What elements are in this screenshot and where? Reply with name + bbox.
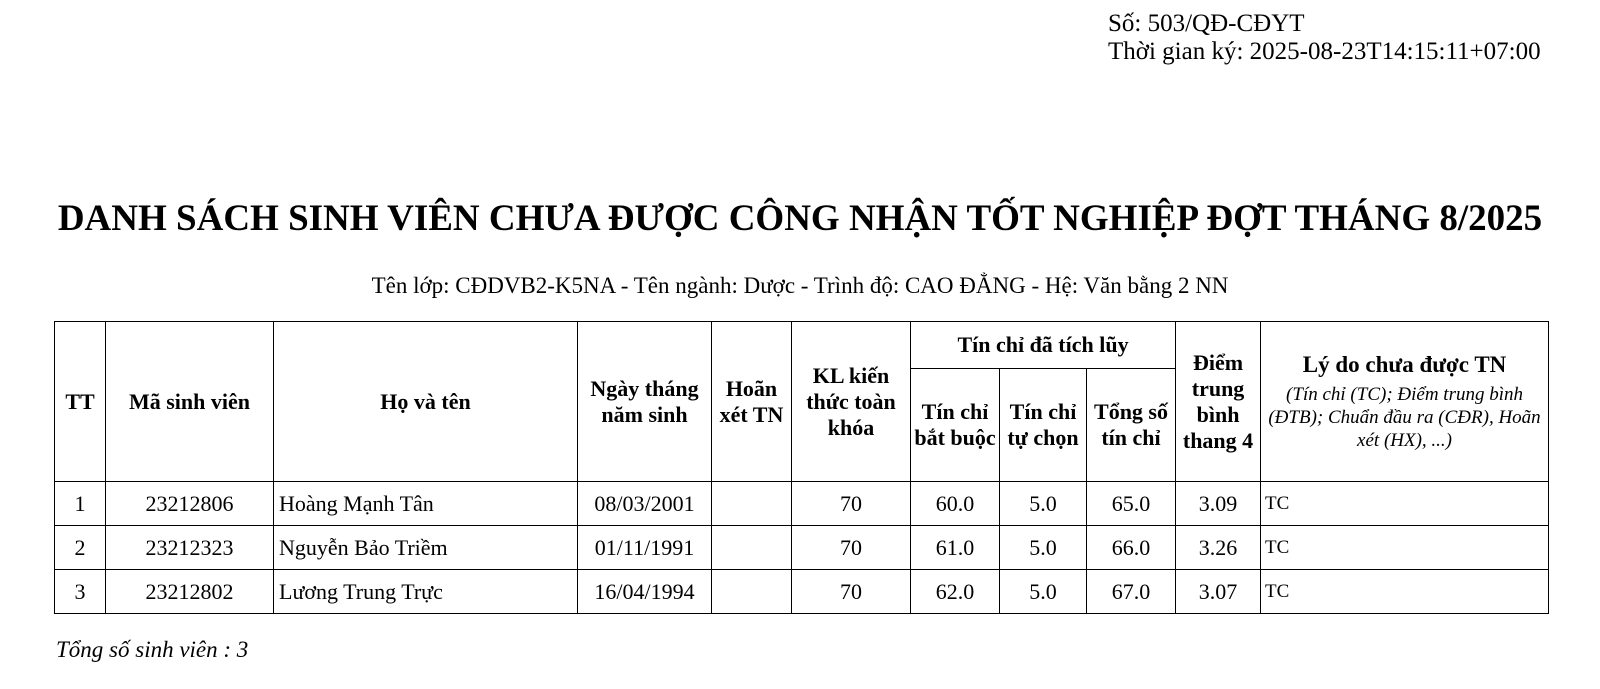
cell-gpa: 3.26 (1176, 526, 1261, 570)
cell-credits-elective: 5.0 (1000, 482, 1087, 526)
cell-dob: 01/11/1991 (578, 526, 712, 570)
student-count: Tổng số sinh viên : 3 (56, 637, 249, 662)
header-credits-elective: Tín chỉ tự chọn (1000, 369, 1087, 482)
digital-signature-block (1108, 10, 1541, 66)
cell-student-id: 23212802 (106, 570, 274, 614)
cell-tt: 3 (55, 570, 106, 614)
cell-dob: 16/04/1994 (578, 570, 712, 614)
cell-full-name: Hoàng Mạnh Tân (274, 482, 578, 526)
cell-gpa: 3.09 (1176, 482, 1261, 526)
student-table (54, 321, 1549, 614)
table-row (55, 482, 1549, 526)
header-deferral: Hoãn xét TN (712, 322, 792, 482)
table-row (55, 526, 1549, 570)
cell-deferral (712, 570, 792, 614)
cell-tt: 2 (55, 526, 106, 570)
cell-gpa: 3.07 (1176, 570, 1261, 614)
cell-total-credits-required: 70 (792, 570, 911, 614)
cell-credits-total: 67.0 (1087, 570, 1176, 614)
table-row (55, 570, 1549, 614)
cell-reason: TC (1261, 526, 1549, 570)
header-credits-group: Tín chỉ đã tích lũy (911, 322, 1176, 369)
cell-student-id: 23212323 (106, 526, 274, 570)
cell-deferral (712, 482, 792, 526)
signed-time: Thời gian ký: 2025-08-23T14:15:11+07:00 (1108, 38, 1541, 65)
header-reason-title: Lý do chưa được TN (1302, 352, 1507, 377)
cell-reason: TC (1261, 570, 1549, 614)
cell-credits-total: 65.0 (1087, 482, 1176, 526)
cell-total-credits-required: 70 (792, 482, 911, 526)
cell-credits-elective: 5.0 (1000, 570, 1087, 614)
cell-credits-required: 60.0 (911, 482, 1000, 526)
cell-deferral (712, 526, 792, 570)
cell-full-name: Nguyễn Bảo Triềm (274, 526, 578, 570)
header-total-credits-required: KL kiến thức toàn khóa (792, 322, 911, 482)
header-credits-required: Tín chỉ bắt buộc (911, 369, 1000, 482)
cell-reason: TC (1261, 482, 1549, 526)
header-full-name: Họ và tên (274, 322, 578, 482)
document-title: DANH SÁCH SINH VIÊN CHƯA ĐƯỢC CÔNG NHẬN TỐT NGHIỆP ĐỢT THÁNG 8/2025 (57, 198, 1543, 239)
cell-full-name: Lương Trung Trực (274, 570, 578, 614)
header-dob: Ngày tháng năm sinh (578, 322, 712, 482)
cell-credits-total: 66.0 (1087, 526, 1176, 570)
cell-credits-required: 62.0 (911, 570, 1000, 614)
cell-tt: 1 (55, 482, 106, 526)
cell-credits-elective: 5.0 (1000, 526, 1087, 570)
header-gpa: Điểm trung bình thang 4 (1176, 322, 1261, 482)
header-tt: TT (55, 322, 106, 482)
header-credits-total: Tổng số tín chỉ (1087, 369, 1176, 482)
cell-total-credits-required: 70 (792, 526, 911, 570)
header-reason-note: (Tín chỉ (TC); Điểm trung bình (ĐTB); Chuẩn đầu ra (CĐR), Hoãn xét (HX), ...) (1268, 384, 1541, 451)
class-info: Tên lớp: CĐDVB2-K5NA - Tên ngành: Dược - Trình độ: CAO ĐẲNG - Hệ: Văn bằng 2 NN (371, 273, 1229, 298)
decision-number: Số: 503/QĐ-CĐYT (1108, 10, 1305, 37)
cell-credits-required: 61.0 (911, 526, 1000, 570)
cell-dob: 08/03/2001 (578, 482, 712, 526)
cell-student-id: 23212806 (106, 482, 274, 526)
header-student-id: Mã sinh viên (106, 322, 274, 482)
header-reason (1261, 322, 1549, 482)
